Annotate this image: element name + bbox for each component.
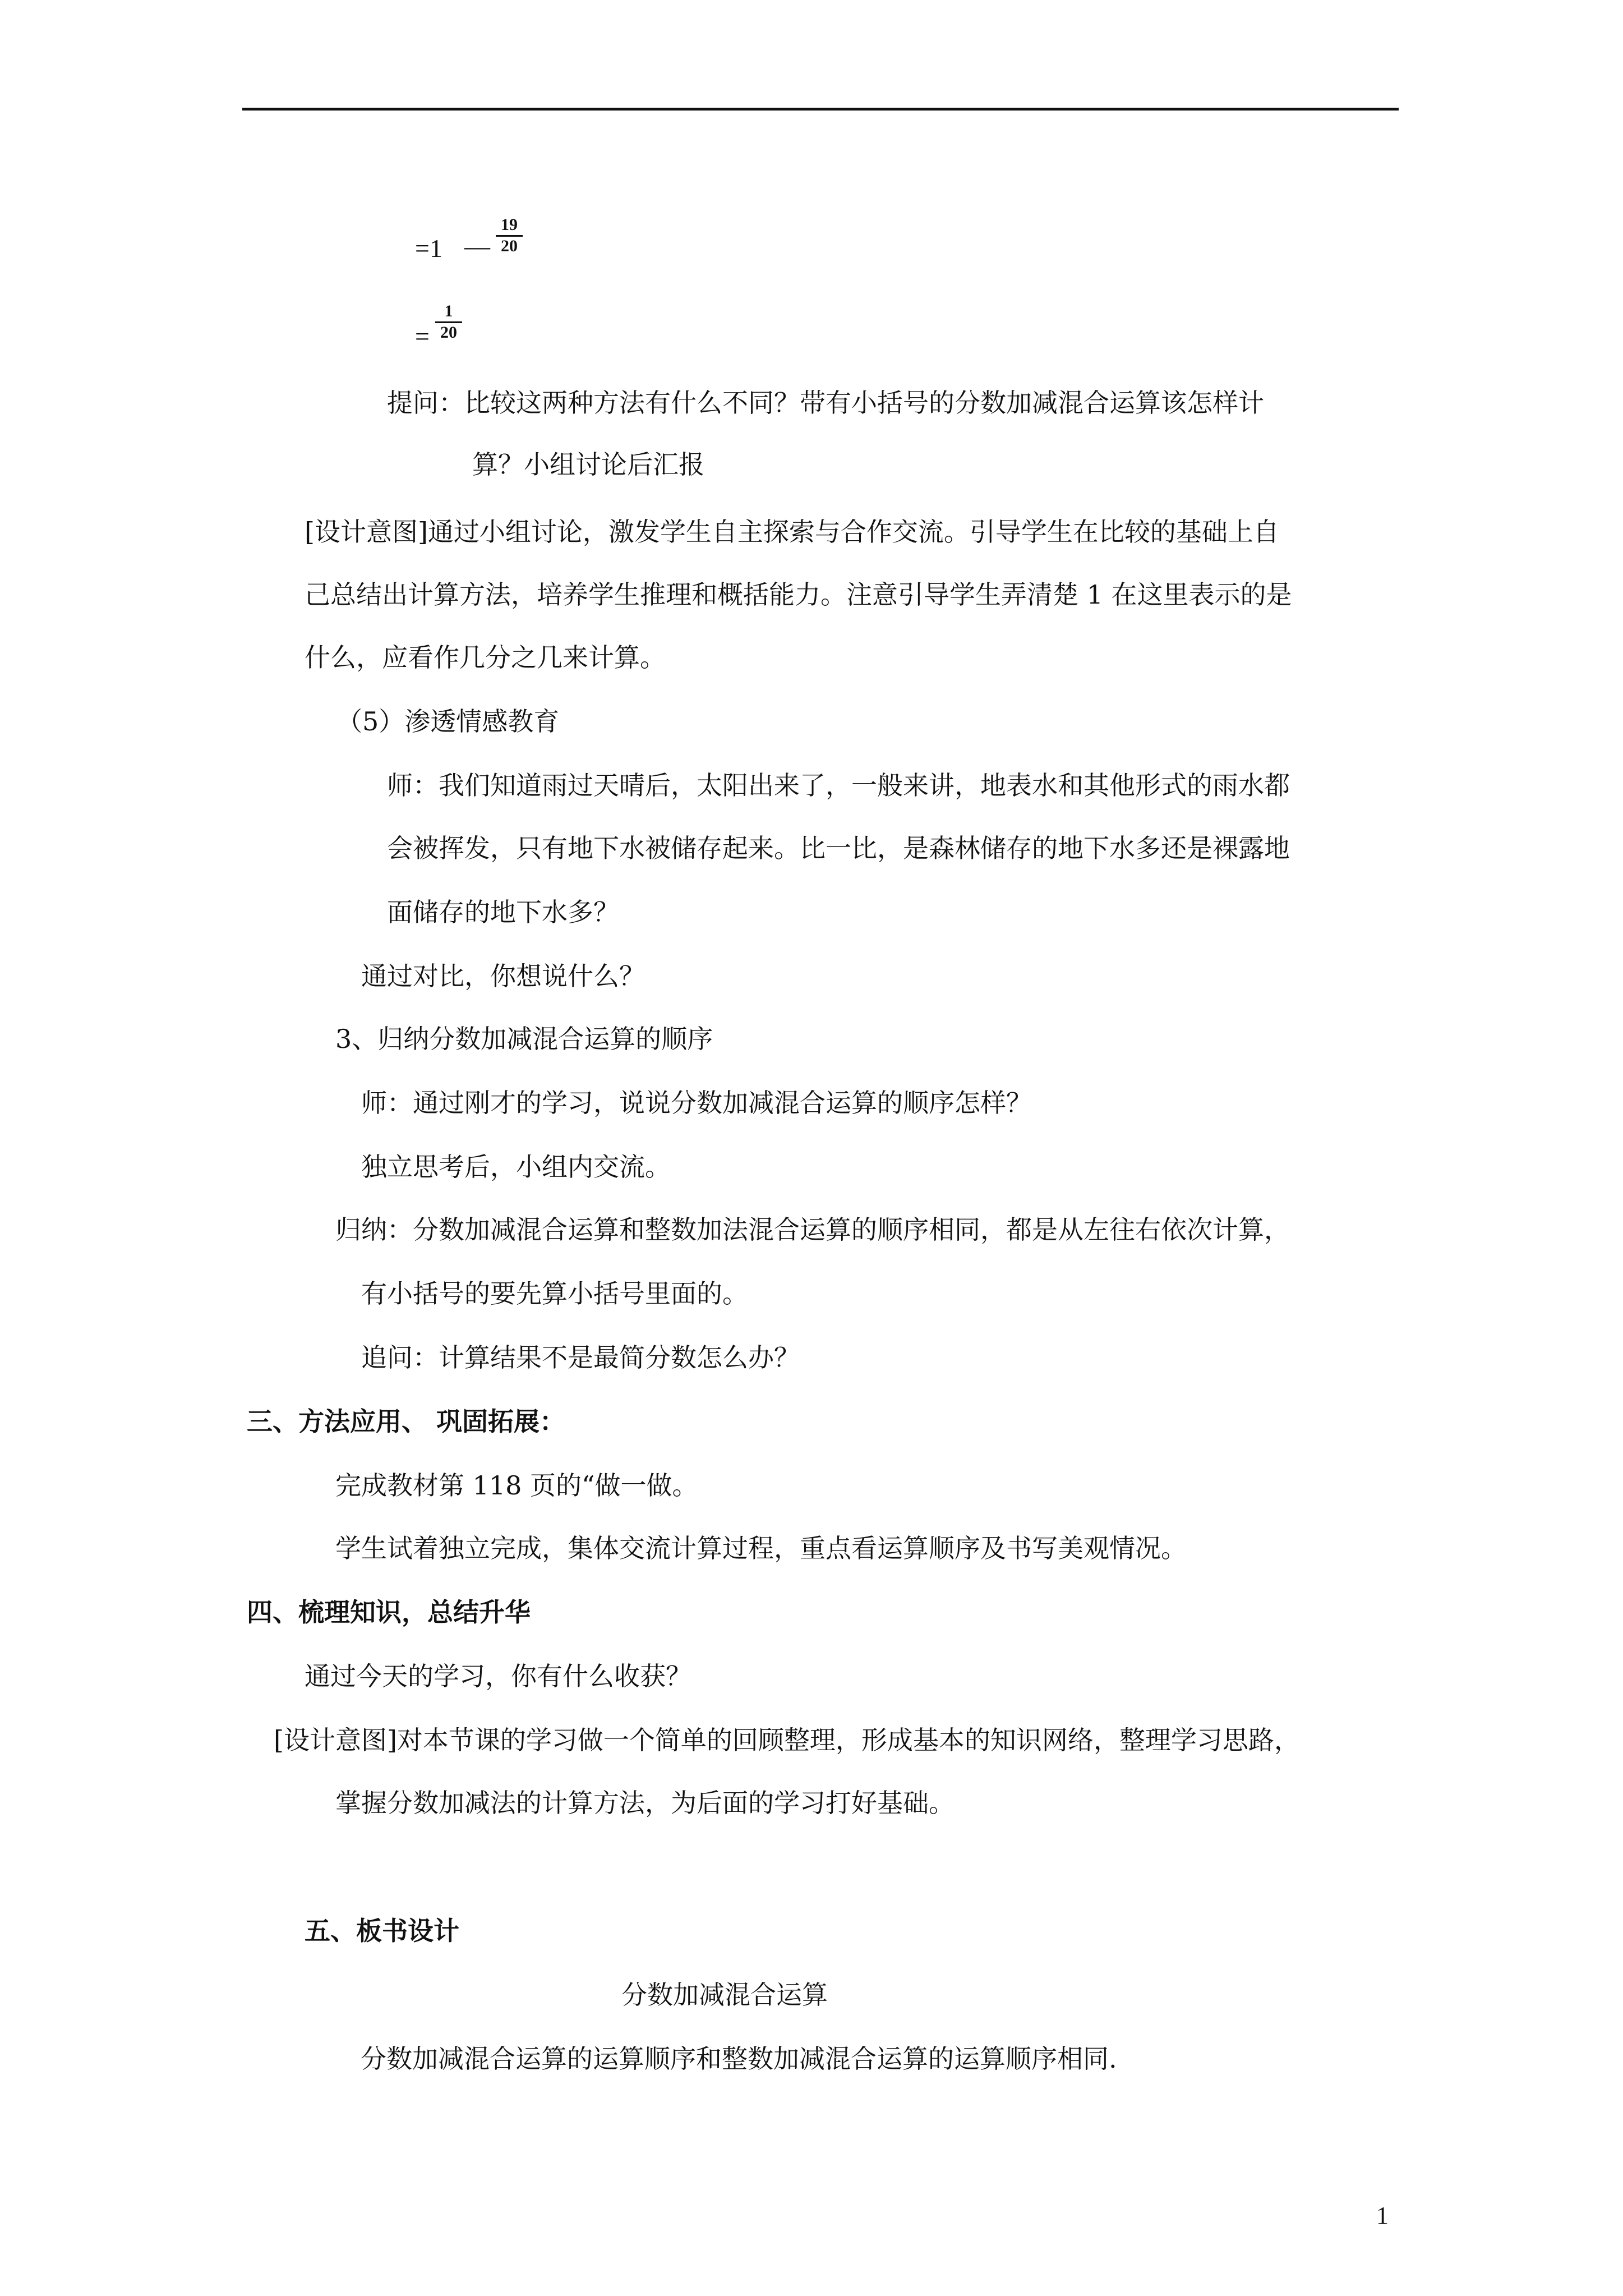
follow-up-line: 追问：计算结果不是最简分数怎么办？ (361, 1342, 800, 1373)
section-heading: 三、方法应用、 巩固拓展： (247, 1406, 566, 1437)
minus-sign: — (464, 232, 490, 260)
section-heading: 四、梳理知识，总结升华 (247, 1597, 531, 1627)
summary-line-cont: 有小括号的要先算小括号里面的。 (361, 1278, 748, 1309)
subsection-heading: （5）渗透情感教育 (336, 706, 560, 737)
teacher-line: 师：通过刚才的学习，说说分数加减混合运算的顺序怎样？ (361, 1088, 1032, 1118)
question-line: 提问：比较这两种方法有什么不同？带有小括号的分数加减混合运算该怎样计 (387, 388, 1264, 418)
fraction-numerator: 19 (501, 215, 518, 234)
equation-lead: =1 (415, 234, 442, 263)
design-intent-paragraph: 什么，应看作几分之几来计算。 (305, 642, 666, 673)
summary-line: 归纳：分数加减混合运算和整数加法混合运算的顺序相同，都是从左往右依次计算， (335, 1214, 1290, 1245)
design-intent-paragraph: 掌握分数加减法的计算方法，为后面的学习打好基础。 (335, 1788, 955, 1818)
header-rule (242, 108, 1399, 111)
fraction-1-20 (433, 303, 464, 341)
body-line: 独立思考后，小组内交流。 (361, 1152, 671, 1182)
design-intent-paragraph: [设计意图]通过小组讨论，激发学生自主探索与合作交流。引导学生在比较的基础上自 (305, 517, 1279, 547)
teacher-line-cont: 面储存的地下水多？ (387, 897, 619, 927)
equation-lead: = (415, 322, 430, 351)
subsection-heading: 3、归纳分数加减混合运算的顺序 (335, 1024, 713, 1054)
teacher-line: 师：我们知道雨过天晴后，太阳出来了，一般来讲，地表水和其他形式的雨水都 (387, 770, 1290, 800)
design-intent-paragraph: [设计意图]对本节课的学习做一个简单的回顾整理，形成基本的知识网络，整理学习思路， (274, 1725, 1300, 1755)
teacher-line-cont: 会被挥发，只有地下水被储存起来。比一比，是森林储存的地下水多还是裸露地 (387, 833, 1290, 863)
board-title: 分数加减混合运算 (621, 1980, 828, 2010)
body-line: 通过今天的学习，你有什么收获？ (305, 1661, 691, 1691)
page-number: 1 (1376, 2202, 1389, 2229)
fraction-19-20 (494, 217, 525, 255)
body-line: 学生试着独立完成，集体交流计算过程，重点看运算顺序及书写美观情况。 (335, 1533, 1187, 1563)
prompt-line: 通过对比，你想说什么？ (361, 961, 645, 991)
design-intent-paragraph: 己总结出计算方法，培养学生推理和概括能力。注意引导学生弄清楚 1 在这里表示的是 (305, 579, 1292, 610)
question-line-cont: 算？小组讨论后汇报 (472, 449, 704, 480)
fraction-numerator: 1 (444, 302, 453, 320)
body-line: 完成教材第 118 页的“做一做。 (335, 1470, 698, 1501)
section-heading: 五、板书设计 (305, 1916, 459, 1946)
board-content: 分数加减混合运算的运算顺序和整数加减混合运算的运算顺序相同. (361, 2044, 1117, 2074)
fraction-denominator: 20 (440, 323, 457, 342)
fraction-denominator: 20 (501, 237, 518, 255)
